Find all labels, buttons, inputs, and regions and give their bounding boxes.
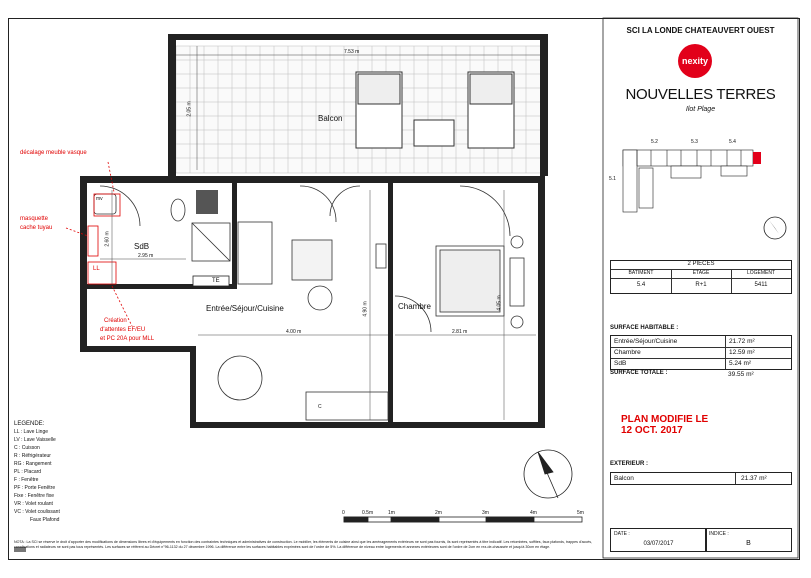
sofa xyxy=(238,222,272,284)
red-markup xyxy=(66,162,132,326)
dim-balcon-depth: 2.05 m xyxy=(186,101,193,117)
legend-item: PL : Placard xyxy=(14,469,42,475)
label-balcon: Balcon xyxy=(318,114,343,123)
gaine-technique xyxy=(196,190,218,214)
company-name: SCI LA LONDE CHATEAUVERT OUEST xyxy=(626,26,775,35)
north-arrow xyxy=(524,450,572,498)
dim-chambre-width: 2.81 m xyxy=(452,329,468,335)
scale-label: 1m xyxy=(388,510,395,516)
legend-item: PF : Porte Fenêtre xyxy=(14,485,56,491)
keyplan-label: 5.2 xyxy=(651,139,658,145)
dim-chambre-depth: 4.05 m xyxy=(496,295,503,311)
exterieur-name: Balcon xyxy=(614,475,634,482)
date-box xyxy=(610,528,707,552)
exterieur-title: EXTERIEUR : xyxy=(610,461,649,467)
label-chambre: Chambre xyxy=(398,302,431,311)
keyplan-label: 5.1 xyxy=(609,176,616,182)
value-logement: 5411 xyxy=(754,282,768,288)
total-label: SURFACE TOTALE : xyxy=(610,370,668,376)
legend-item: VC : Volet coulissant xyxy=(14,509,60,515)
date-value: 03/07/2017 xyxy=(643,541,674,547)
legend-faux-plafond: Faux Plafond xyxy=(30,517,60,523)
note-masquette-2: cache tuyau xyxy=(20,225,53,231)
key-plan xyxy=(611,130,761,220)
header-batiment: BATIMENT xyxy=(628,270,654,276)
legend-item: LV : Lave Vaisselle xyxy=(14,437,56,443)
scale-label: 0 xyxy=(342,510,345,516)
brand-name: nexity xyxy=(681,56,708,66)
indice-label: INDICE : xyxy=(709,531,729,537)
surface-row xyxy=(611,358,791,369)
modif-line-2: 12 OCT. 2017 xyxy=(621,425,683,436)
scale-label: 2m xyxy=(435,510,442,516)
armchair xyxy=(308,286,332,310)
total-value: 39.55 m² xyxy=(728,371,754,378)
scale-label: 3m xyxy=(482,510,489,516)
note-decalage: décalage meuble vasque xyxy=(20,150,87,156)
dim-sejour-width: 4.00 m xyxy=(286,329,302,335)
exterieur-table xyxy=(610,472,792,485)
disclaimer-note: NOTA : La SCI se réserve le droit d'apporter des modifications de dimensions libres et d'équipements en fonction des contraintes techniques et administratives de construction. Le mobilier, les éléments de cuisine ainsi que les aménagements extérieurs ne sont pas fournis, ils sont représentés à titre indicatif. Les retombées, soffites, faux plafonds, trappes d'accès, canalisations et radiateurs ne sont pas tous représentés. Les surfaces se réfèrent au Décret n°96-1132 du 27 décembre 1996. La différence entre les surfaces habitables exprimées sont de l'ordre de 5%. La différence de niveau entre logements et annexes extérieures sont de l'ordre de 2cm en rez-de-chaussée et jusqu'à 30cm en étage. xyxy=(14,540,593,549)
pieces-title: 2 PIECES xyxy=(611,261,791,270)
scale-bar xyxy=(344,517,582,522)
legend-title: LEGENDE: xyxy=(14,421,45,427)
legend-item: C : Cuisson xyxy=(14,445,40,451)
surface-habitable-title: SURFACE HABITABLE : xyxy=(610,325,679,331)
legend-item: LL : Lave Linge xyxy=(14,429,49,435)
scale-label: 5m xyxy=(577,510,584,516)
label-sdb: SdB xyxy=(134,242,150,251)
subprogram-name: Ilot Plage xyxy=(685,106,716,113)
scale-label: 0.5m xyxy=(362,510,374,516)
symbol-ll: LL xyxy=(93,266,100,272)
legend-item: RG : Rangement xyxy=(14,461,52,467)
symbol-te: TE xyxy=(212,278,220,284)
value-etage: R+1 xyxy=(695,282,707,288)
header-etage: ETAGE xyxy=(692,270,710,276)
dim-balcon-width: 7.53 m xyxy=(344,49,360,55)
dim-sdb-width: 2.95 m xyxy=(138,253,154,259)
legend-item: VR : Volet roulant xyxy=(14,501,53,507)
surfaces-table xyxy=(610,335,792,370)
date-label: DATE : xyxy=(614,531,630,537)
dim-sdb-depth: 2.60 m xyxy=(104,231,111,247)
note-creation-3: et PC 20A pour MLL xyxy=(100,336,155,342)
symbol-c: C xyxy=(318,404,322,410)
legend-item: R : Réfrigérateur xyxy=(14,453,51,459)
surface-value: 21.72 m² xyxy=(729,338,755,345)
exterieur-value: 21.37 m² xyxy=(741,475,767,482)
surface-value: 12.59 m² xyxy=(729,349,755,356)
note-creation-1: Création xyxy=(104,318,127,324)
pieces-table xyxy=(610,260,792,294)
program-name: NOUVELLES TERRES xyxy=(625,86,776,103)
surface-name: Chambre xyxy=(614,349,641,356)
title-panel xyxy=(603,18,798,558)
legend-item: Fixe : Fenêtre fixe xyxy=(14,493,55,499)
toilet xyxy=(171,199,185,221)
note-creation-2: d'attentes EF/EU xyxy=(100,327,146,333)
surface-name: SdB xyxy=(614,360,627,367)
panel-north-arrow xyxy=(761,214,789,242)
keyplan-label: 5.3 xyxy=(691,139,698,145)
legend-item: F : Fenêtre xyxy=(14,477,39,483)
scale-label: 4m xyxy=(530,510,537,516)
dining-table xyxy=(218,356,262,400)
note-masquette-1: masquette xyxy=(20,216,49,222)
header-logement: LOGEMENT xyxy=(746,270,776,276)
key-plan-highlight xyxy=(753,152,761,164)
legend xyxy=(14,420,60,524)
indice-value: B xyxy=(746,540,751,547)
surface-value: 5.24 m² xyxy=(729,360,752,367)
dim-sejour-depth: 4.90 m xyxy=(362,301,369,317)
surface-name: Entrée/Séjour/Cuisine xyxy=(614,338,678,345)
indice-box xyxy=(705,528,792,552)
modif-line-1: PLAN MODIFIE LE xyxy=(621,414,709,425)
nexity-logo xyxy=(678,44,712,78)
value-batiment: 5.4 xyxy=(636,282,646,288)
label-sejour: Entrée/Séjour/Cuisine xyxy=(206,304,284,313)
keyplan-label: 5.4 xyxy=(729,139,736,145)
symbol-mv: mv xyxy=(96,196,103,202)
